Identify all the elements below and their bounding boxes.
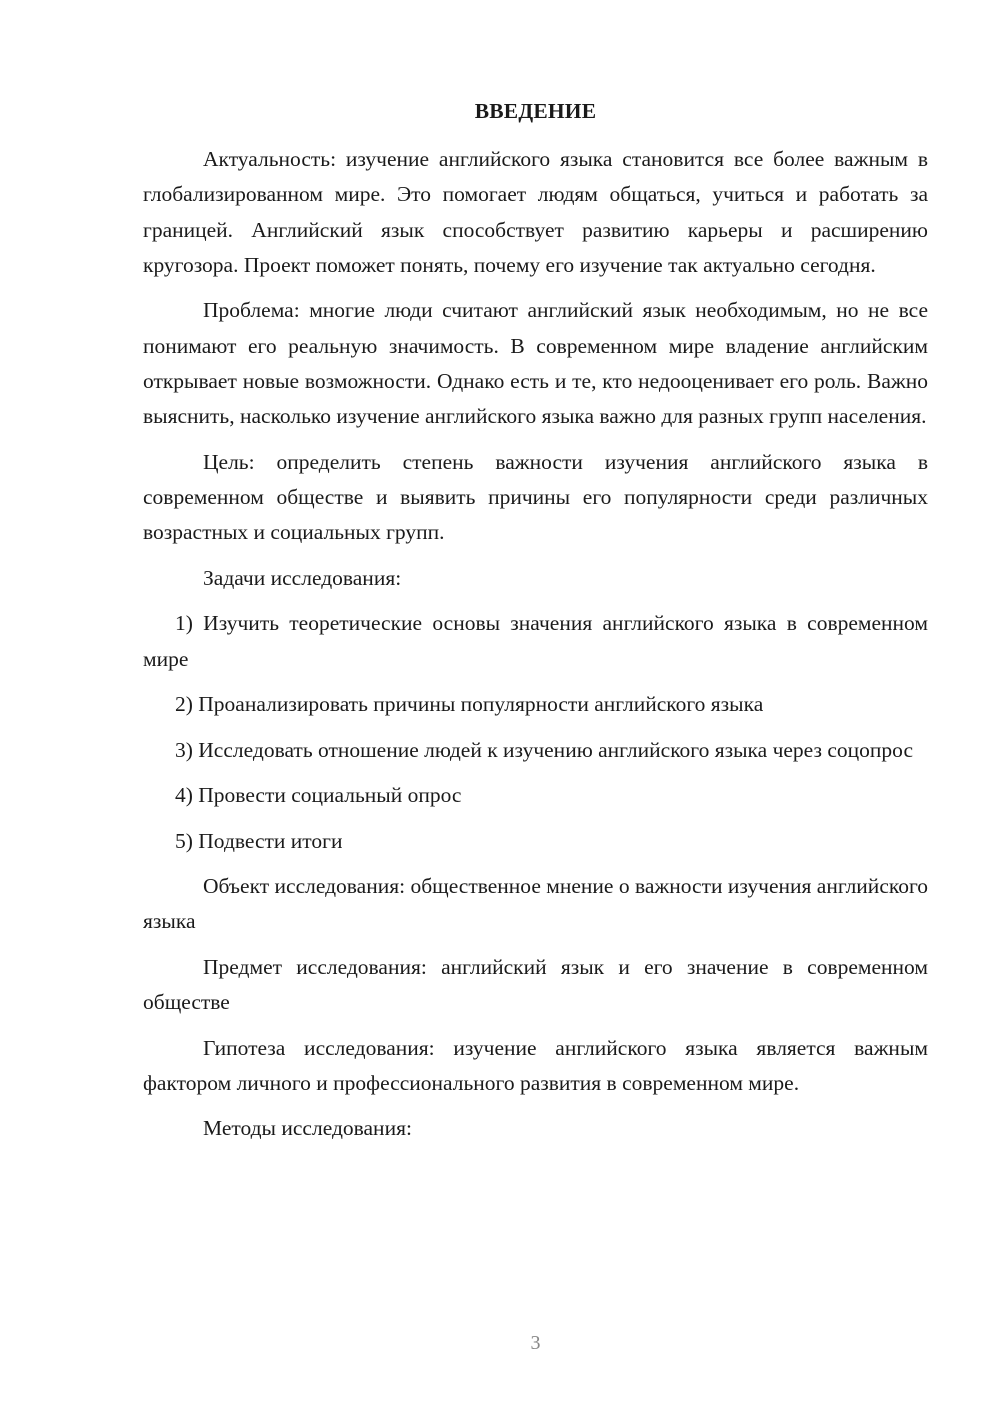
paragraph-actuality: Актуальность: изучение английского языка становится все более важным в глобализированном мире. Это помогает людям общаться, учиться и работать за границей. Английский язык способствует развитию карьеры и расширению кругозора. Проект поможет понять, почему его изучение так актуально сегодня. xyxy=(143,147,928,277)
paragraph-problem: Проблема: многие люди считают английский язык необходимым, но не все понимают его реальную значимость. В современном мире владение английским открывает новые возможности. Однако есть и те, кто недооценивает его роль. Важно выяснить, насколько изучение английского языка важно для разных групп населения. xyxy=(143,298,928,429)
section-title: ВВЕДЕНИЕ xyxy=(474,99,597,123)
paragraph-object: Объект исследования: общественное мнение о важности изучения английского языка xyxy=(143,874,928,934)
tasks-heading: Задачи исследования: xyxy=(203,565,402,590)
task-item-5: 5) Подвести итоги xyxy=(175,828,343,853)
document-body xyxy=(143,142,928,1157)
paragraph-hypothesis: Гипотеза исследования: изучение английского языка является важным фактором личного и профессионального развития в современном мире. xyxy=(143,1035,928,1095)
paragraph-goal: Цель: определить степень важности изучения английского языка в современном обществе и выявить причины его популярности среди различных возрастных и социальных групп. xyxy=(143,449,928,545)
task-item-1: 1) Изучить теоретические основы значения английского языка в современном мире xyxy=(143,611,928,671)
task-item-2: 2) Проанализировать причины популярности английского языка xyxy=(175,692,764,717)
methods-heading: Методы исследования: xyxy=(203,1116,412,1141)
task-item-4: 4) Провести социальный опрос xyxy=(175,783,462,808)
paragraph-subject: Предмет исследования: английский язык и его значение в современном обществе xyxy=(143,954,928,1015)
task-item-3: 3) Исследовать отношение людей к изучению английского языка через соцопрос xyxy=(175,737,913,762)
page-number: 3 xyxy=(530,1332,541,1354)
document-page xyxy=(143,0,928,1414)
